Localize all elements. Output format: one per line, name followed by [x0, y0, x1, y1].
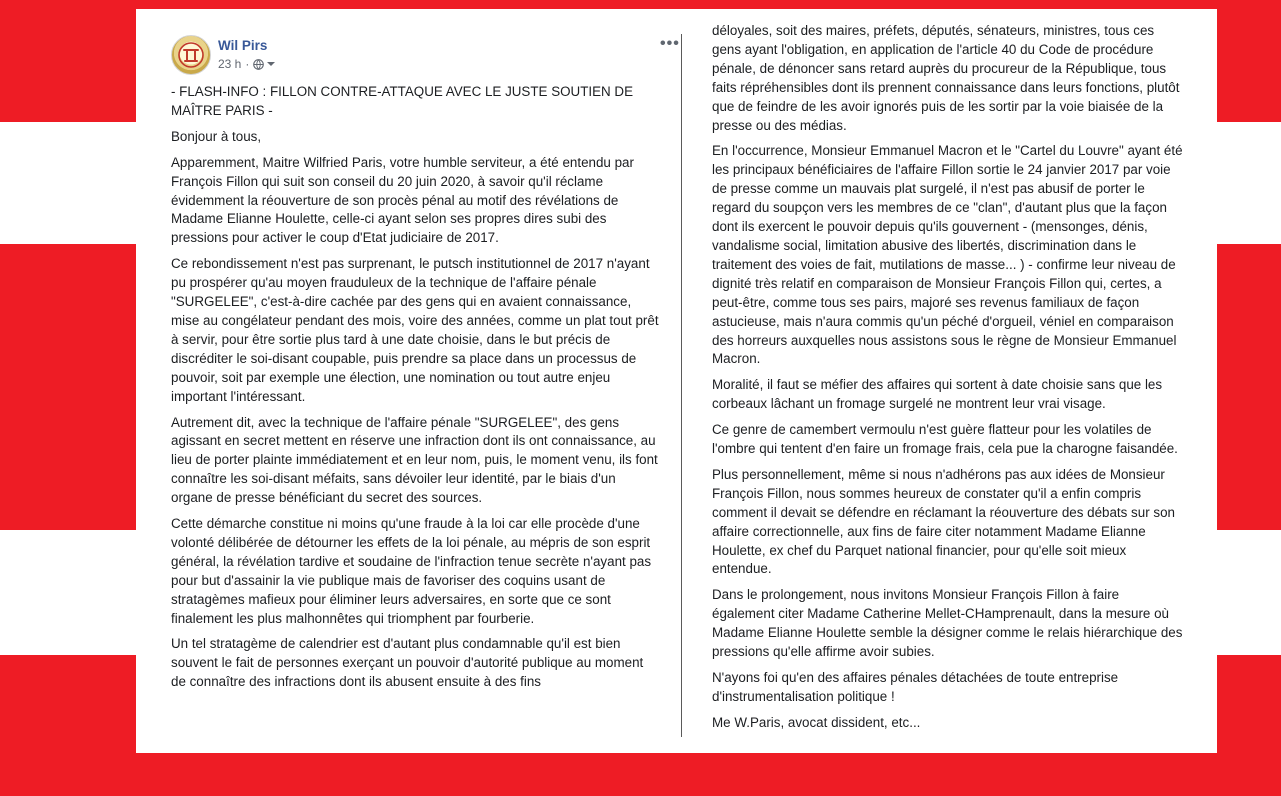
post-text-left-column: [171, 83, 661, 699]
meta-separator: ·: [245, 57, 250, 71]
author-name[interactable]: Wil Pirs: [218, 38, 268, 53]
post-paragraph: - FLASH-INFO : FILLON CONTRE-ATTAQUE AVEC LE JUSTE SOUTIEN DE MAÎTRE PARIS -: [171, 84, 634, 118]
post-paragraph: Autrement dit, avec la technique de l'affaire pénale "SURGELEE", des gens agissant en secret mettent en réserve une infraction dont ils ont connaissance, au lieu de porter plainte immédiatement et en leur nom, puis, le moment venu, ils font connaître les soi-disant méfaits, sans dévoiler leur identité, par le biais d'un organe de presse bénéficiant du secret des sources.: [171, 414, 658, 506]
chevron-down-icon[interactable]: [267, 60, 275, 68]
avatar[interactable]: [171, 35, 211, 75]
post-paragraph: En l'occurrence, Monsieur Emmanuel Macron et le "Cartel du Louvre" ayant été les principaux bénéficiaires de l'affaire Fillon sortie le 24 janvier 2017 par voie de presse comme un mauvais plat surgelé, il n'est pas abusif de porter le regard du soupçon vers les membres de ce "clan", d'autant plus que la façon dont ils exercent le pouvoir depuis qu'ils gouvernent - (mensonges, dénis, vandalisme social, limitation abusive des libertés, discrimination dans le traitement des voies de fait, mutilations de masse... ) - confirme leur niveau de dignité très relatif en comparaison de Monsieur François Fillon qui, certes, a peut-être, comme tous ses pairs, majoré ses revenus familiaux de façon astucieuse, mais n'aura commis qu'un péché d'orgueil, véniel en comparaison des horreurs auxquelles nous assistons sous le règne de Monsieur Emmanuel Macron.: [712, 143, 1183, 367]
post-paragraph: Ce genre de camembert vermoulu n'est guère flatteur pour les volatiles de l'ombre qui tentent d'en faire un fromage frais, cela pue la charogne faisandée.: [712, 422, 1178, 457]
post-paragraph: déloyales, soit des maires, préfets, députés, sénateurs, ministres, tous ces gens ayant l'obligation, en application de l'article 40 du Code de procédure pénale, de dénoncer sans retard auprès du procureur de la République, tous faits répréhensibles dont ils prennent connaissance dans leurs fonctions, plutôt que de feindre de les avoir ignorés puis de les sortir par la voie biaisée de la presse ou des médias.: [712, 23, 1180, 133]
post-paragraph: N'ayons foi qu'en des affaires pénales détachées de toute entreprise d'instrumentalisation politique !: [712, 670, 1119, 704]
globe-icon[interactable]: [253, 59, 264, 70]
logo-icon: [177, 41, 205, 69]
more-options-icon[interactable]: •••: [660, 35, 680, 52]
post-paragraph: Un tel stratagème de calendrier est d'autant plus condamnable qu'il est bien souvent le fait de personnes exerçant un pouvoir d'autorité publique au moment de connaître des infractions dont ils abusent ensuite à des fins: [171, 636, 644, 690]
post-paragraph: Bonjour à tous,: [171, 128, 262, 144]
post-meta: [218, 57, 275, 71]
post-paragraph: Moralité, il faut se méfier des affaires qui sortent à date choisie sans que les corbeaux lâchant un fromage surgelé ne montrent leur vrai visage.: [712, 377, 1163, 412]
post-paragraph: Plus personnellement, même si nous n'adhérons pas aux idées de Monsieur François Fillon, nous sommes heureux de constater qu'il a enfin compris comment il devait se défendre en réclamant la réouverture des débats sur son affaire correctionnelle, aux fins de faire citer notamment Madame Elianne Houlette, ex chef du Parquet national financier, pour qu'elle soit mieux entendue.: [712, 466, 1175, 577]
column-divider: [681, 34, 682, 737]
post-card: [136, 9, 1217, 753]
post-time[interactable]: 23 h: [218, 57, 242, 71]
post-paragraph: Cette démarche constitue ni moins qu'une fraude à la loi car elle procède d'une volonté délibérée de détourner les effets de la loi pénale, au mépris de son esprit général, la révélation tardive et soudaine de l'infraction tenue secrète n'ayant pas pour but d'assainir la vie publique mais de favoriser des coquins usant de stratagèmes mafieux pour éliminer leurs adversaires, en sorte que ce sont finalement les plus malhonnêtes qui triomphent par fourberie.: [171, 516, 652, 626]
post-paragraph: Ce rebondissement n'est pas surprenant, le putsch institutionnel de 2017 n'ayant pu prospérer qu'au moyen frauduleux de la technique de l'affaire pénale "SURGELEE", c'est-à-dire cachée par des gens qui en avaient connaissance, mise au congélateur pendant des mois, voire des années, comme un plat tout prêt à servir, pour être sortie plus tard à une date choisie, dans le but précis de discréditer le soi-disant coupable, puis prendre sa place dans un processus de pouvoir, soit par exemple une élection, une nomination ou tout autre enjeu important l'intéressant.: [171, 256, 659, 404]
post-signature: Me W.Paris, avocat dissident, etc...: [712, 714, 921, 730]
post-text-right-column: [712, 22, 1184, 740]
post-paragraph: Apparemment, Maitre Wilfried Paris, votre humble serviteur, a été entendu par François Fillon qui suit son conseil du 20 juin 2020, à savoir qu'il réclame évidemment la réouverture de son procès pénal au motif des révélations de Madame Elianne Houlette, celle-ci ayant selon ses propres dires subi des pressions pour activer le coup d'Etat judiciaire de 2017.: [171, 154, 634, 246]
post-header: [171, 35, 680, 79]
post-paragraph: Dans le prolongement, nous invitons Monsieur François Fillon à faire également citer Madame Catherine Mellet-CHamprenault, dans la mesure où Madame Elianne Houlette semble la désigner comme le relais hiérarchique des pressions qu'elle affirme avoir subies.: [712, 587, 1183, 660]
